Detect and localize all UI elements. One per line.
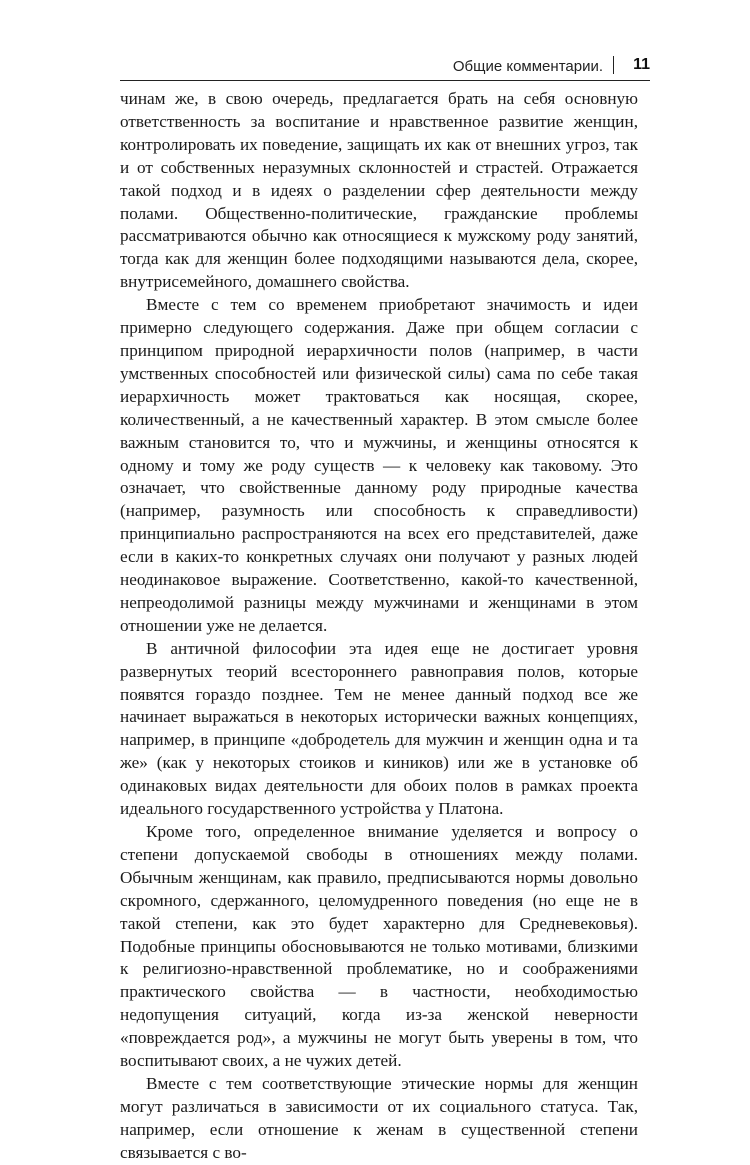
page-number: 11 — [633, 56, 650, 73]
paragraph-continued: чинам же, в свою очередь, предлагается брать на себя основную ответственность за воспитание и нравственное развитие женщин, контролировать их поведение, защищать их как от внешних угроз, так и от собственных неразумных склонностей и страстей. Отражается такой подход и в идеях о разделении сфер деятельности между полами. Общественно-политические, гражданские проблемы рассматриваются обычно как относящиеся к мужскому роду занятий, тогда как для женщин более подходящими называются дела, скорее, внутрисемейного, домашнего свойства. — [120, 89, 638, 292]
paragraph: В античной философии эта идея еще не достигает уровня развернутых теорий всестороннего равноправия полов, которые появятся гораздо позднее. Тем не менее данный подход все же начинает выражаться в некоторых исторически важных концепциях, например, в принципе «добродетель для мужчин и женщин одна и та же» (как у некоторых стоиков и киников) или же в установке об одинаковых видах деятельности для обоих полов в рамках проекта идеального государственного устройства у Платона. — [120, 638, 638, 819]
running-header — [120, 56, 650, 81]
running-header-title: Общие комментарии. — [452, 58, 603, 75]
body-text — [120, 88, 638, 1165]
paragraph: Вместе с тем со временем приобретают значимость и идеи примерно следующего содержания. Даже при общем согласии с принципом природной иерархичности полов (например, в части умственных способностей или физической силы) сама по себе такая иерархичность может трактоваться как носящая, скорее, количественный, а не качественный характер. В этом смысле более важным становится то, что и мужчины, и женщины относятся к одному и тому же роду существ — к человеку как таковому. Это означает, что свойственные данному роду природные качества (например, разумность или способность к справедливости) принципиально распространяются на всех его представителей, даже если в каких-то конкретных случаях они получают у разных людей неодинаковое выражение. Соответственно, какой-то качественной, непреодолимой разницы между мужчинами и женщинами в этом отношении уже не делается. — [120, 295, 638, 635]
running-header-separator — [613, 56, 615, 74]
paragraph: Вместе с тем соответствующие этические нормы для женщин могут различаться в зависимости от их социального статуса. Так, например, если отношение к женам в существенной степени связывается с во- — [120, 1073, 638, 1162]
paragraph: Кроме того, определенное внимание уделяется и вопросу о степени допускаемой свободы в отношениях между полами. Обычным женщинам, как правило, предписываются нормы довольно скромного, сдержанного, целомудренного поведения (но еще не в такой степени, как это будет характерно для Средневековья). Подобные принципы обосновываются не только мотивами, близкими к религиозно-нравственной проблематике, но и соображениями практического свойства — в частности, необходимостью недопущения ситуаций, когда из-за женской неверности «повреждается род», а мужчины не могут быть уверены в том, что воспитывают своих, а не чужих детей. — [120, 822, 638, 1071]
